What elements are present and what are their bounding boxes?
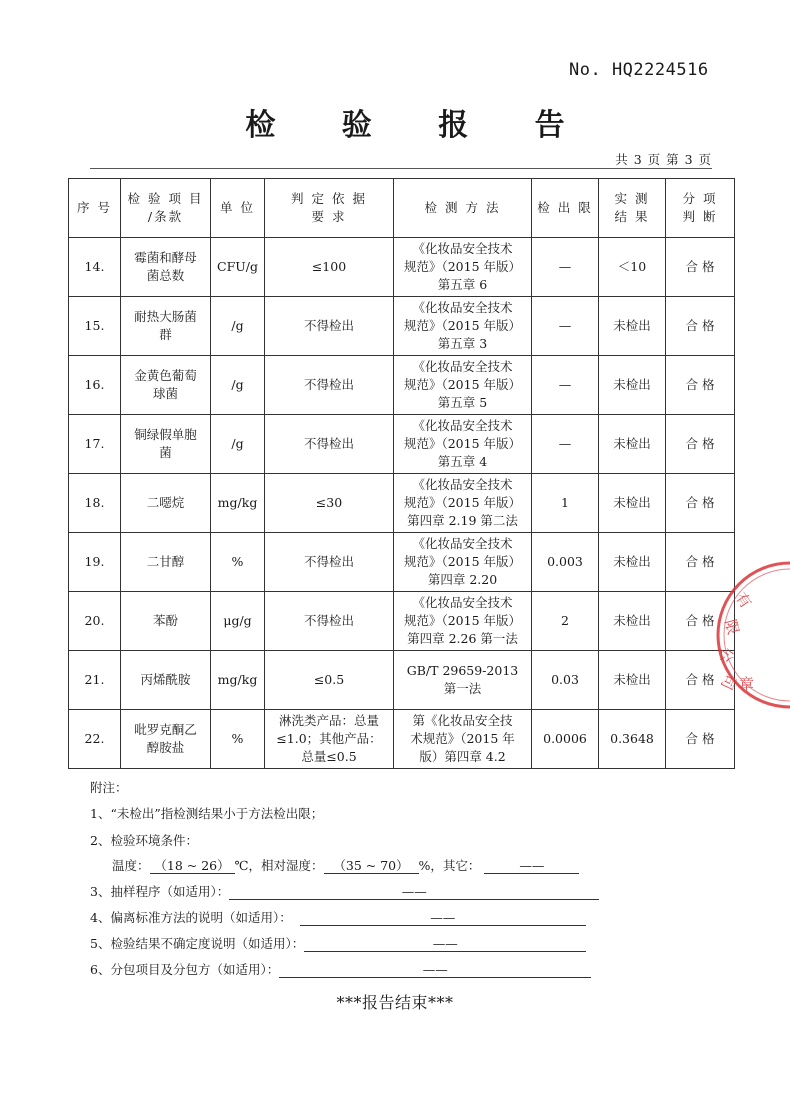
cell-judgement: 合 格 bbox=[666, 474, 735, 533]
cell-item: 耐热大肠菌 群 bbox=[121, 297, 211, 356]
cell-method: 《化妆品安全技术 规范》（2015 年版） 第五章 6 bbox=[394, 238, 532, 297]
svg-text:司: 司 bbox=[717, 671, 740, 693]
cell-no: 15. bbox=[69, 297, 121, 356]
col-header-result: 实 测 结 果 bbox=[599, 179, 666, 238]
cell-item: 二甘醇 bbox=[121, 533, 211, 592]
cell-requirement: 不得检出 bbox=[265, 356, 394, 415]
note-5-label: 5、检验结果不确定度说明（如适用）： bbox=[90, 936, 305, 951]
note-4 bbox=[90, 908, 586, 926]
cell-requirement: ≤100 bbox=[265, 238, 394, 297]
cell-limit: 0.003 bbox=[532, 533, 599, 592]
cell-no: 18. bbox=[69, 474, 121, 533]
humidity-value: （35 ~ 70） bbox=[324, 858, 419, 874]
temperature-value: （18 ~ 26） bbox=[150, 858, 235, 874]
cell-method: 《化妆品安全技术 规范》（2015 年版） 第四章 2.26 第一法 bbox=[394, 592, 532, 651]
note-5-value: —— bbox=[304, 936, 586, 952]
cell-item: 二噁烷 bbox=[121, 474, 211, 533]
cell-judgement: 合 格 bbox=[666, 592, 735, 651]
notes-heading: 附注： bbox=[90, 780, 128, 795]
report-end-mark: ***报告结束*** bbox=[336, 993, 454, 1012]
cell-unit: /g bbox=[211, 356, 265, 415]
cell-item: 铜绿假单胞 菌 bbox=[121, 415, 211, 474]
table-row bbox=[69, 651, 735, 710]
cell-item: 金黄色葡萄 球菌 bbox=[121, 356, 211, 415]
cell-method: GB/T 29659-2013 第一法 bbox=[394, 651, 532, 710]
cell-result: 未检出 bbox=[599, 415, 666, 474]
cell-no: 17. bbox=[69, 415, 121, 474]
cell-limit: 1 bbox=[532, 474, 599, 533]
cell-item: 霉菌和酵母 菌总数 bbox=[121, 238, 211, 297]
cell-method: 第《化妆品安全技 术规范》（2015 年 版）第四章 4.2 bbox=[394, 710, 532, 769]
note-3-label: 3、抽样程序（如适用）： bbox=[90, 884, 230, 899]
cell-limit: 0.03 bbox=[532, 651, 599, 710]
cell-unit: mg/kg bbox=[211, 474, 265, 533]
cell-limit: 2 bbox=[532, 592, 599, 651]
cell-limit: — bbox=[532, 415, 599, 474]
table-row bbox=[69, 297, 735, 356]
other-value: —— bbox=[484, 858, 579, 874]
humidity-unit: %，其它： bbox=[418, 858, 481, 873]
cell-unit: mg/kg bbox=[211, 651, 265, 710]
cell-requirement: 不得检出 bbox=[265, 297, 394, 356]
cell-no: 14. bbox=[69, 238, 121, 297]
cell-method: 《化妆品安全技术 规范》（2015 年版） 第五章 3 bbox=[394, 297, 532, 356]
cell-result: 未检出 bbox=[599, 592, 666, 651]
table-header-row bbox=[69, 179, 735, 238]
cell-result: 0.3648 bbox=[599, 710, 666, 769]
cell-unit: CFU/g bbox=[211, 238, 265, 297]
cell-requirement: 淋洗类产品：总量 ≤1.0；其他产品： 总量≤0.5 bbox=[265, 710, 394, 769]
table-row bbox=[69, 356, 735, 415]
cell-judgement: 合 格 bbox=[666, 533, 735, 592]
col-header-limit: 检 出 限 bbox=[532, 179, 599, 238]
cell-no: 16. bbox=[69, 356, 121, 415]
report-title: 检 验 报 告 bbox=[245, 108, 593, 143]
cell-method: 《化妆品安全技术 规范》（2015 年版） 第四章 2.20 bbox=[394, 533, 532, 592]
cell-judgement: 合 格 bbox=[666, 651, 735, 710]
cell-requirement: ≤0.5 bbox=[265, 651, 394, 710]
cell-judgement: 合 格 bbox=[666, 710, 735, 769]
table-row bbox=[69, 474, 735, 533]
note-3 bbox=[90, 882, 599, 900]
temperature-unit: ℃，相对湿度： bbox=[234, 858, 324, 873]
cell-method: 《化妆品安全技术 规范》（2015 年版） 第四章 2.19 第二法 bbox=[394, 474, 532, 533]
note-4-label: 4、偏离标准方法的说明（如适用）： bbox=[90, 910, 292, 925]
note-3-value: —— bbox=[229, 884, 599, 900]
cell-result: ＜10 bbox=[599, 238, 666, 297]
cell-requirement: ≤30 bbox=[265, 474, 394, 533]
col-header-requirement: 判 定 依 据 要 求 bbox=[265, 179, 394, 238]
results-table bbox=[68, 178, 735, 769]
cell-unit: % bbox=[211, 710, 265, 769]
svg-text:章: 章 bbox=[739, 675, 755, 693]
table-row bbox=[69, 533, 735, 592]
cell-result: 未检出 bbox=[599, 651, 666, 710]
cell-item: 苯酚 bbox=[121, 592, 211, 651]
page-info: 共 3 页 第 3 页 bbox=[615, 152, 712, 167]
cell-item: 丙烯酰胺 bbox=[121, 651, 211, 710]
col-header-unit: 单 位 bbox=[211, 179, 265, 238]
cell-requirement: 不得检出 bbox=[265, 415, 394, 474]
col-header-method: 检 测 方 法 bbox=[394, 179, 532, 238]
company-seal-stamp bbox=[695, 555, 790, 715]
cell-judgement: 合 格 bbox=[666, 238, 735, 297]
cell-judgement: 合 格 bbox=[666, 356, 735, 415]
col-header-judgement: 分 项 判 断 bbox=[666, 179, 735, 238]
table-row bbox=[69, 710, 735, 769]
cell-judgement: 合 格 bbox=[666, 297, 735, 356]
cell-unit: /g bbox=[211, 297, 265, 356]
note-1: 1、“未检出”指检测结果小于方法检出限； bbox=[90, 806, 324, 821]
cell-no: 19. bbox=[69, 533, 121, 592]
svg-text:公: 公 bbox=[716, 646, 736, 664]
temperature-label: 温度： bbox=[112, 858, 150, 873]
cell-limit: — bbox=[532, 297, 599, 356]
cell-method: 《化妆品安全技术 规范》（2015 年版） 第五章 4 bbox=[394, 415, 532, 474]
note-5 bbox=[90, 934, 586, 952]
cell-result: 未检出 bbox=[599, 474, 666, 533]
table-row bbox=[69, 415, 735, 474]
cell-result: 未检出 bbox=[599, 356, 666, 415]
cell-judgement: 合 格 bbox=[666, 415, 735, 474]
cell-no: 21. bbox=[69, 651, 121, 710]
header-divider bbox=[90, 168, 712, 169]
note-6 bbox=[90, 960, 591, 978]
cell-unit: μg/g bbox=[211, 592, 265, 651]
cell-unit: % bbox=[211, 533, 265, 592]
cell-no: 22. bbox=[69, 710, 121, 769]
note-6-value: —— bbox=[279, 962, 591, 978]
svg-text:限: 限 bbox=[721, 617, 743, 637]
col-header-no: 序 号 bbox=[69, 179, 121, 238]
cell-limit: — bbox=[532, 238, 599, 297]
svg-text:有: 有 bbox=[731, 588, 756, 612]
cell-item: 吡罗克酮乙 醇胺盐 bbox=[121, 710, 211, 769]
cell-limit: 0.0006 bbox=[532, 710, 599, 769]
cell-limit: — bbox=[532, 356, 599, 415]
table-row bbox=[69, 238, 735, 297]
cell-requirement: 不得检出 bbox=[265, 592, 394, 651]
col-header-item: 检 验 项 目 /条款 bbox=[121, 179, 211, 238]
note-2: 2、检验环境条件： bbox=[90, 833, 198, 848]
cell-no: 20. bbox=[69, 592, 121, 651]
cell-result: 未检出 bbox=[599, 533, 666, 592]
note-6-label: 6、分包项目及分包方（如适用）： bbox=[90, 962, 280, 977]
note-environment-line bbox=[112, 856, 579, 874]
cell-result: 未检出 bbox=[599, 297, 666, 356]
table-row bbox=[69, 592, 735, 651]
cell-requirement: 不得检出 bbox=[265, 533, 394, 592]
cell-unit: /g bbox=[211, 415, 265, 474]
report-number: No. HQ2224516 bbox=[569, 60, 709, 80]
note-4-value: —— bbox=[300, 910, 586, 926]
cell-method: 《化妆品安全技术 规范》（2015 年版） 第五章 5 bbox=[394, 356, 532, 415]
